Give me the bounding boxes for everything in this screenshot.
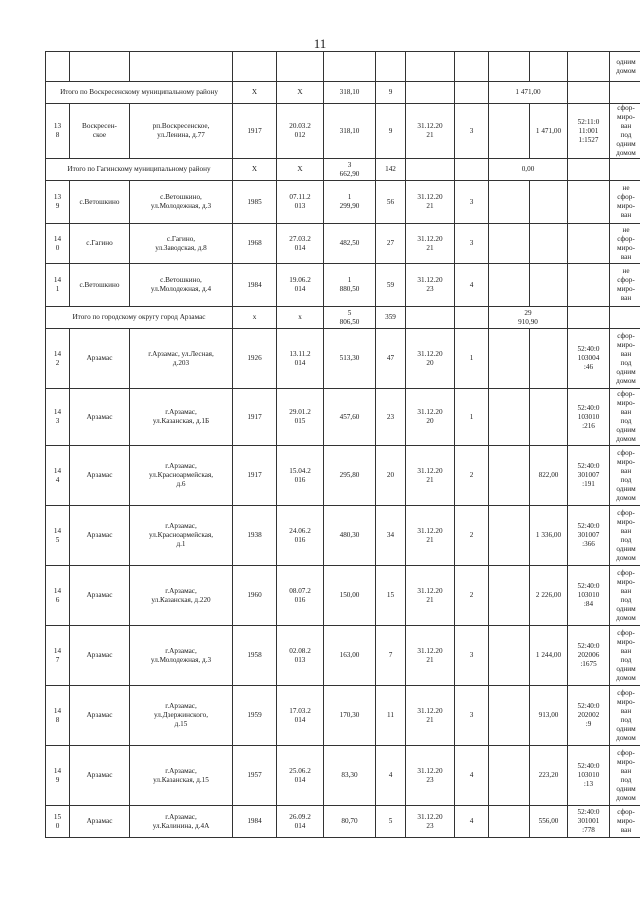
- stage-number: 2: [455, 506, 489, 566]
- building-address: с.Гагино, ул.Заводская, д.8: [130, 224, 233, 264]
- row-number: 13 8: [46, 104, 70, 159]
- stage-number: 3: [455, 686, 489, 746]
- living-area: 1 880,50: [324, 264, 376, 307]
- table-row: [46, 806, 640, 838]
- row-number: 14 1: [46, 264, 70, 307]
- empty-cell: [406, 82, 455, 104]
- cadastral-number: 52:40:0 301001 :778: [568, 806, 610, 838]
- empty-cell: [568, 307, 610, 329]
- empty-cell: [376, 52, 406, 82]
- recognition-date: 07.11.2 013: [277, 181, 324, 224]
- table-row: [46, 389, 640, 446]
- stage-number: 3: [455, 224, 489, 264]
- row-number: 14 6: [46, 566, 70, 626]
- table-row: [46, 626, 640, 686]
- construction-year: 1957: [233, 746, 277, 806]
- empty-cell: [324, 52, 376, 82]
- residents-count: 15: [376, 566, 406, 626]
- empty-cell: [455, 52, 489, 82]
- empty-cell: [610, 159, 640, 181]
- residents-count: 5: [376, 806, 406, 838]
- empty-cell: [489, 446, 530, 506]
- construction-year: 1959: [233, 686, 277, 746]
- land-amount: 913,00: [530, 686, 568, 746]
- residents-count: 59: [376, 264, 406, 307]
- empty-cell: [610, 307, 640, 329]
- living-area: 513,30: [324, 329, 376, 389]
- living-area: 480,30: [324, 506, 376, 566]
- construction-year: 1958: [233, 626, 277, 686]
- settlement-name: Арзамас: [70, 626, 130, 686]
- empty-cell: [530, 52, 568, 82]
- settlement-name: Арзамас: [70, 446, 130, 506]
- row-number: 14 5: [46, 506, 70, 566]
- subtotal-area: 3 662,90: [324, 159, 376, 181]
- stage-number: 3: [455, 104, 489, 159]
- residents-count: 47: [376, 329, 406, 389]
- empty-cell: [455, 159, 489, 181]
- residents-count: 11: [376, 686, 406, 746]
- living-area: 163,00: [324, 626, 376, 686]
- settlement-name: Арзамас: [70, 389, 130, 446]
- subtotal-year-cell: X: [233, 159, 277, 181]
- empty-cell: [489, 686, 530, 746]
- empty-cell: [568, 159, 610, 181]
- subtotal-label: Итого по городскому округу город Арзамас: [46, 307, 233, 329]
- land-amount: [530, 264, 568, 307]
- empty-cell: [233, 52, 277, 82]
- recognition-date: 02.08.2 013: [277, 626, 324, 686]
- row-number: 15 0: [46, 806, 70, 838]
- land-amount: 2 226,00: [530, 566, 568, 626]
- recognition-date: 29.01.2 015: [277, 389, 324, 446]
- row-number: 14 0: [46, 224, 70, 264]
- empty-cell: [489, 104, 530, 159]
- subtotal-amount: 1 471,00: [489, 82, 568, 104]
- resettlement-deadline: 31.12.20 23: [406, 264, 455, 307]
- land-amount: 1 471,00: [530, 104, 568, 159]
- empty-cell: [489, 506, 530, 566]
- resettlement-deadline: 31.12.20 21: [406, 224, 455, 264]
- construction-year: 1917: [233, 389, 277, 446]
- stage-number: 1: [455, 389, 489, 446]
- land-amount: 223,20: [530, 746, 568, 806]
- land-amount: 822,00: [530, 446, 568, 506]
- construction-year: 1984: [233, 264, 277, 307]
- empty-cell: [568, 82, 610, 104]
- recognition-date: 15.04.2 016: [277, 446, 324, 506]
- continuation-row: [46, 52, 640, 82]
- cadastral-number: 52:40:0 103010 :84: [568, 566, 610, 626]
- recognition-date: 17.03.2 014: [277, 686, 324, 746]
- land-status-cell: не сфор- миро- ван: [610, 181, 640, 224]
- subtotal-year-cell: х: [233, 307, 277, 329]
- cadastral-number: 52:40:0 301007 :366: [568, 506, 610, 566]
- building-address: г.Арзамас, ул.Красноармейская, д.6: [130, 446, 233, 506]
- empty-cell: [489, 389, 530, 446]
- recognition-date: 08.07.2 016: [277, 566, 324, 626]
- residents-count: 56: [376, 181, 406, 224]
- residents-count: 20: [376, 446, 406, 506]
- empty-cell: [489, 746, 530, 806]
- construction-year: 1985: [233, 181, 277, 224]
- construction-year: 1984: [233, 806, 277, 838]
- subtotal-residents: 9: [376, 82, 406, 104]
- construction-year: 1917: [233, 104, 277, 159]
- building-address: с.Ветошкино, ул.Молодежная, д.4: [130, 264, 233, 307]
- settlement-name: с.Ветошкино: [70, 181, 130, 224]
- row-number: 14 3: [46, 389, 70, 446]
- construction-year: 1960: [233, 566, 277, 626]
- empty-cell: [70, 52, 130, 82]
- subtotal-label: Итого по Воскресенскому муниципальному району: [46, 82, 233, 104]
- land-status-cell: одним домом: [610, 52, 640, 82]
- stage-number: 3: [455, 181, 489, 224]
- empty-cell: [489, 626, 530, 686]
- empty-cell: [610, 82, 640, 104]
- empty-cell: [489, 181, 530, 224]
- land-status-cell: сфор- миро- ван под одним домом: [610, 104, 640, 159]
- construction-year: 1917: [233, 446, 277, 506]
- residents-count: 34: [376, 506, 406, 566]
- subtotal-area: 318,10: [324, 82, 376, 104]
- land-amount: 1 336,00: [530, 506, 568, 566]
- building-address: рп.Воскресенское, ул.Ленина, д.77: [130, 104, 233, 159]
- land-amount: 1 244,00: [530, 626, 568, 686]
- cadastral-number: 52:40:0 103010 :13: [568, 746, 610, 806]
- land-status-cell: сфор- миро- ван: [610, 806, 640, 838]
- recognition-date: 27.03.2 014: [277, 224, 324, 264]
- land-status-cell: сфор- миро- ван под одним домом: [610, 446, 640, 506]
- subtotal-date-cell: X: [277, 159, 324, 181]
- building-address: г.Арзамас, ул.Казанская, д.15: [130, 746, 233, 806]
- settlement-name: Арзамас: [70, 566, 130, 626]
- residents-count: 23: [376, 389, 406, 446]
- settlement-name: Арзамас: [70, 806, 130, 838]
- living-area: 150,00: [324, 566, 376, 626]
- recognition-date: 13.11.2 014: [277, 329, 324, 389]
- subtotal-label: Итого по Гагинскому муниципальному району: [46, 159, 233, 181]
- living-area: 170,30: [324, 686, 376, 746]
- cadastral-number: [568, 264, 610, 307]
- building-address: г.Арзамас, ул.Казанская, д.220: [130, 566, 233, 626]
- living-area: 83,30: [324, 746, 376, 806]
- subtotal-row: [46, 307, 640, 329]
- cadastral-number: 52:11:0 11:001 1:1527: [568, 104, 610, 159]
- subtotal-amount: 0,00: [489, 159, 568, 181]
- cadastral-number: 52:40:0 103010 :216: [568, 389, 610, 446]
- resettlement-deadline: 31.12.20 21: [406, 686, 455, 746]
- table-row: [46, 446, 640, 506]
- row-number: 13 9: [46, 181, 70, 224]
- table-row: [46, 224, 640, 264]
- recognition-date: 20.03.2 012: [277, 104, 324, 159]
- settlement-name: Воскресен- ское: [70, 104, 130, 159]
- land-amount: 556,00: [530, 806, 568, 838]
- recognition-date: 24.06.2 016: [277, 506, 324, 566]
- empty-cell: [455, 82, 489, 104]
- empty-cell: [489, 264, 530, 307]
- living-area: 482,50: [324, 224, 376, 264]
- row-number: 14 7: [46, 626, 70, 686]
- row-number: 14 8: [46, 686, 70, 746]
- resettlement-deadline: 31.12.20 21: [406, 506, 455, 566]
- land-status-cell: не сфор- миро- ван: [610, 224, 640, 264]
- cadastral-number: 52:40:0 202002 :9: [568, 686, 610, 746]
- resettlement-deadline: 31.12.20 20: [406, 389, 455, 446]
- table-row: [46, 746, 640, 806]
- table-row: [46, 686, 640, 746]
- subtotal-row: [46, 159, 640, 181]
- subtotal-area: 5 806,50: [324, 307, 376, 329]
- cadastral-number: 52:40:0 103004 :46: [568, 329, 610, 389]
- settlement-name: Арзамас: [70, 506, 130, 566]
- resettlement-deadline: 31.12.20 23: [406, 806, 455, 838]
- resettlement-deadline: 31.12.20 21: [406, 626, 455, 686]
- living-area: 318,10: [324, 104, 376, 159]
- residents-count: 9: [376, 104, 406, 159]
- empty-cell: [489, 806, 530, 838]
- resettlement-deadline: 31.12.20 21: [406, 566, 455, 626]
- page-number: 11: [313, 36, 327, 51]
- table-row: [46, 506, 640, 566]
- empty-cell: [406, 159, 455, 181]
- stage-number: 3: [455, 626, 489, 686]
- construction-year: 1968: [233, 224, 277, 264]
- recognition-date: 25.06.2 014: [277, 746, 324, 806]
- empty-cell: [455, 307, 489, 329]
- table-row: [46, 181, 640, 224]
- residents-count: 7: [376, 626, 406, 686]
- cadastral-number: 52:40:0 301007 :191: [568, 446, 610, 506]
- subtotal-date-cell: х: [277, 307, 324, 329]
- land-status-cell: не сфор- миро- ван: [610, 264, 640, 307]
- resettlement-deadline: 31.12.20 20: [406, 329, 455, 389]
- settlement-name: Арзамас: [70, 329, 130, 389]
- cadastral-number: 52:40:0 202006 :1675: [568, 626, 610, 686]
- building-address: г.Арзамас, ул.Казанская, д.1Б: [130, 389, 233, 446]
- settlement-name: с.Гагино: [70, 224, 130, 264]
- subtotal-date-cell: X: [277, 82, 324, 104]
- recognition-date: 26.09.2 014: [277, 806, 324, 838]
- stage-number: 1: [455, 329, 489, 389]
- stage-number: 4: [455, 746, 489, 806]
- land-amount: [530, 181, 568, 224]
- residents-count: 27: [376, 224, 406, 264]
- subtotal-year-cell: X: [233, 82, 277, 104]
- table-row: [46, 104, 640, 159]
- empty-cell: [489, 224, 530, 264]
- residents-count: 4: [376, 746, 406, 806]
- living-area: 1 299,90: [324, 181, 376, 224]
- building-address: г.Арзамас, ул.Калинина, д.4А: [130, 806, 233, 838]
- table-row: [46, 264, 640, 307]
- stage-number: 2: [455, 446, 489, 506]
- building-address: г.Арзамас, ул.Лесная, д.203: [130, 329, 233, 389]
- empty-cell: [277, 52, 324, 82]
- resettlement-deadline: 31.12.20 21: [406, 446, 455, 506]
- stage-number: 4: [455, 806, 489, 838]
- empty-cell: [568, 52, 610, 82]
- settlement-name: Арзамас: [70, 686, 130, 746]
- empty-cell: [46, 52, 70, 82]
- building-address: г.Арзамас, ул.Красноармейская, д.1: [130, 506, 233, 566]
- building-address: с.Ветошкино, ул.Молодежная, д.3: [130, 181, 233, 224]
- construction-year: 1926: [233, 329, 277, 389]
- empty-cell: [130, 52, 233, 82]
- land-status-cell: сфор- миро- ван под одним домом: [610, 506, 640, 566]
- settlement-name: с.Ветошкино: [70, 264, 130, 307]
- subtotal-row: [46, 82, 640, 104]
- land-status-cell: сфор- миро- ван под одним домом: [610, 389, 640, 446]
- row-number: 14 9: [46, 746, 70, 806]
- empty-cell: [406, 52, 455, 82]
- resettlement-deadline: 31.12.20 21: [406, 104, 455, 159]
- building-address: г.Арзамас, ул.Дзержинского, д.15: [130, 686, 233, 746]
- stage-number: 2: [455, 566, 489, 626]
- land-status-cell: сфор- миро- ван под одним домом: [610, 329, 640, 389]
- row-number: 14 4: [46, 446, 70, 506]
- table-row: [46, 329, 640, 389]
- land-status-cell: сфор- миро- ван под одним домом: [610, 626, 640, 686]
- settlement-name: Арзамас: [70, 746, 130, 806]
- subtotal-residents: 359: [376, 307, 406, 329]
- cadastral-number: [568, 181, 610, 224]
- row-number: 14 2: [46, 329, 70, 389]
- land-status-cell: сфор- миро- ван под одним домом: [610, 746, 640, 806]
- cadastral-number: [568, 224, 610, 264]
- living-area: 295,80: [324, 446, 376, 506]
- land-status-cell: сфор- миро- ван под одним домом: [610, 686, 640, 746]
- living-area: 457,60: [324, 389, 376, 446]
- table-row: [46, 566, 640, 626]
- stage-number: 4: [455, 264, 489, 307]
- building-address: г.Арзамас, ул.Молодежная, д.3: [130, 626, 233, 686]
- resettlement-deadline: 31.12.20 21: [406, 181, 455, 224]
- construction-year: 1938: [233, 506, 277, 566]
- empty-cell: [489, 329, 530, 389]
- land-status-cell: сфор- миро- ван под одним домом: [610, 566, 640, 626]
- resettlement-deadline: 31.12.20 23: [406, 746, 455, 806]
- subtotal-residents: 142: [376, 159, 406, 181]
- land-amount: [530, 329, 568, 389]
- living-area: 80,70: [324, 806, 376, 838]
- land-amount: [530, 389, 568, 446]
- empty-cell: [489, 566, 530, 626]
- empty-cell: [406, 307, 455, 329]
- recognition-date: 19.06.2 014: [277, 264, 324, 307]
- housing-register-table: [45, 51, 640, 838]
- empty-cell: [489, 52, 530, 82]
- subtotal-amount: 29 910,90: [489, 307, 568, 329]
- land-amount: [530, 224, 568, 264]
